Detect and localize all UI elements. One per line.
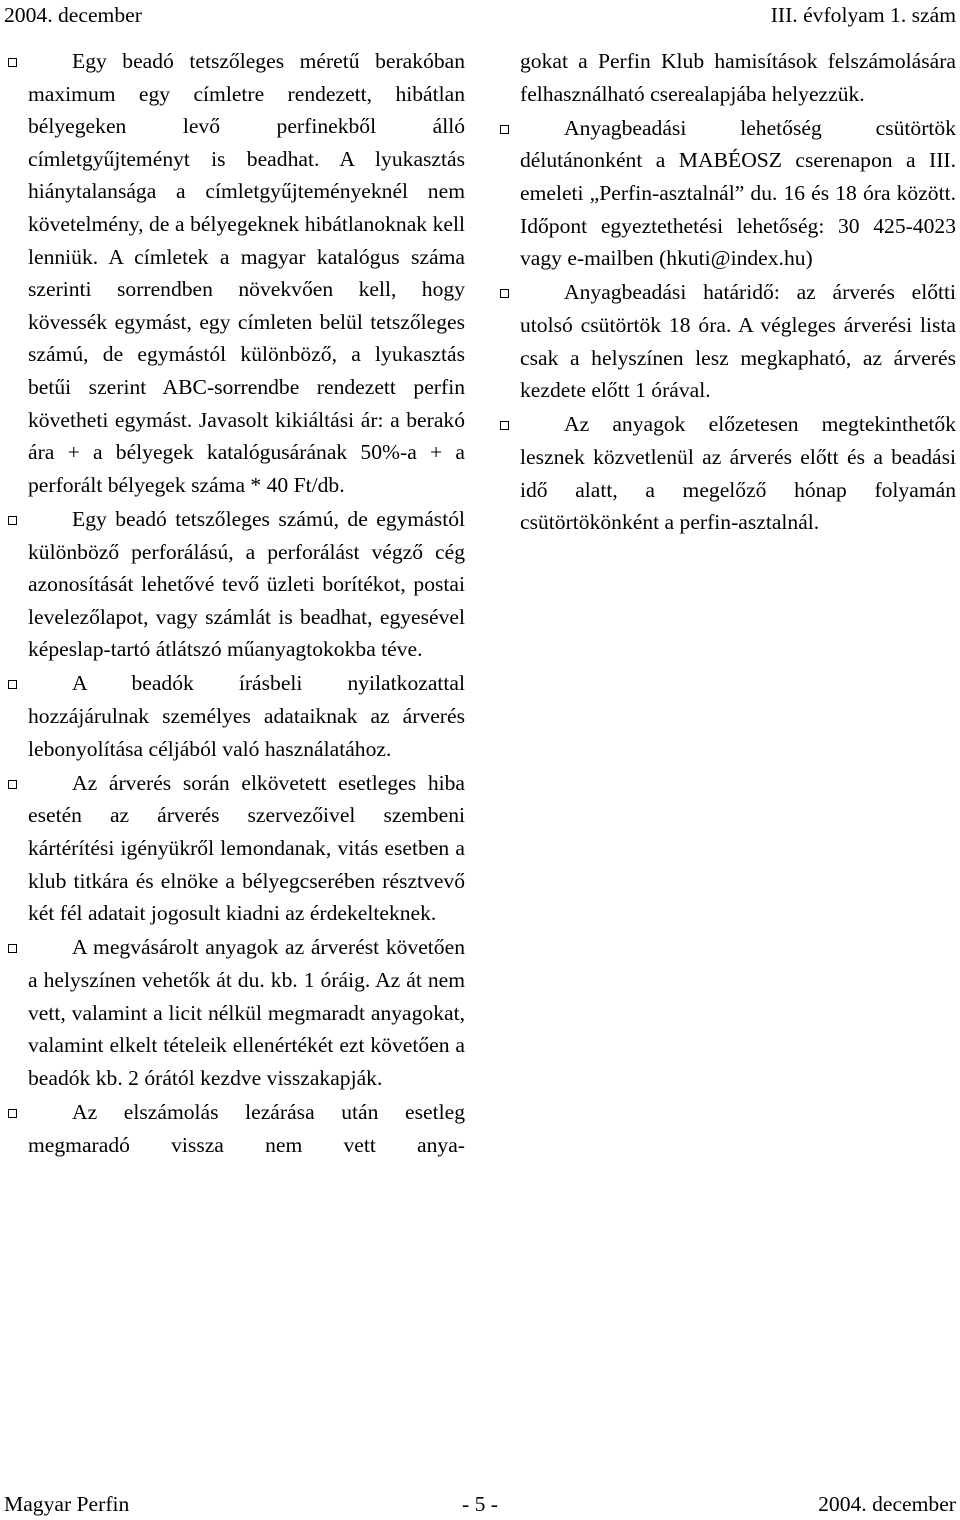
list-item (28, 667, 465, 765)
checkbox-bullet-icon (500, 421, 509, 430)
checkbox-bullet-icon (8, 944, 17, 953)
checkbox-bullet-icon (8, 1109, 17, 1118)
item-text: Az árverés során elkövetett esetleges hiba esetén az árverés szervezőivel szembeni kártérítési igényükről lemondanak, vitás esetben a klub titkára és elnöke a bélyegcserében résztvevő két fél adatait jogosult kiadni az érdekelteknek. (28, 770, 465, 926)
item-text: Anyagbeadási lehetőség csütörtök délutánonként a MABÉOSZ cserenapon a III. emeleti „Perfin-asztalnál” du. 16 és 18 óra között. Időpont egyeztethetési lehetőség: 30 425-4023 vagy e-mailben (hkuti@index.hu) (520, 115, 956, 271)
item-text: Egy beadó tetszőleges méretű berakóban maximum egy címletre rendezett, hibátlan bélyegeken levő perfinekből álló címletgyűjteményt is beadhat. A lyukasztás hiánytalansága a címletgyűjteményeknél nem követelmény, de a bélyegeknek hibátlanoknak kell lenniük. A címletek a magyar katalógus száma szerinti sorrendben növekvően kell, hogy kövessék egymást, egy címleten belül tetszőleges számú, de egymástól különböző, a lyukasztás betűi szerint ABC-sorrendbe rendezett perfin követheti egymást. Javasolt kikiáltási ár: a berakó ára + a bélyegek katalógusárának 50%-a + a perforált bélyegek száma * 40 Ft/db. (28, 49, 465, 497)
item-text: Az anyagok előzetesen megtekinthetők lesznek közvetlenül az árverés előtt és a beadási idő alatt, a megelőző hónap folyamán csütörtökönként a perfin-asztalnál. (520, 412, 956, 535)
header-date: 2004. december (4, 3, 142, 27)
list-item (28, 1096, 465, 1161)
list-item (28, 931, 465, 1094)
checkbox-bullet-icon (8, 58, 17, 67)
page-footer (4, 1488, 956, 1520)
left-column (28, 45, 465, 1163)
item-text: A beadók írásbeli nyilatkozattal hozzájárulnak személyes adataiknak az árverés lebonyolítása céljából való használatához. (28, 671, 465, 761)
header-volume: III. évfolyam 1. szám (770, 3, 956, 27)
list-item (28, 503, 465, 666)
checkbox-bullet-icon (8, 780, 17, 789)
list-item (28, 767, 465, 930)
checkbox-bullet-icon (8, 516, 17, 525)
item-text: Az elszámolás lezárása után esetleg megmaradó vissza nem vett anya- (28, 1099, 465, 1157)
checkbox-bullet-icon (8, 680, 17, 689)
checkbox-bullet-icon (500, 125, 509, 134)
checkbox-bullet-icon (500, 289, 509, 298)
list-item (520, 112, 956, 275)
item-text: Egy beadó tetszőleges számú, de egymástól különböző perforálású, a perforálást végző cég azonosítását lehetővé tevő üzleti borítékot, postai levelezőlapot, vagy számlát is beadhat, egyesével képeslap-tartó átlátszó műanyagtokokba téve. (28, 506, 465, 662)
list-item (28, 45, 465, 501)
item-text: A megvásárolt anyagok az árverést követően a helyszínen vehetők át du. kb. 1 óráig. Az át nem vett, valamint a licit nélkül megmaradt anyagokat, valamint elkelt tételeik ellenértékét ezt követően a beadók kb. 2 órától kezdve visszakapják. (28, 935, 465, 1090)
footer-date: 2004. december (818, 1492, 956, 1516)
item-text: Anyagbeadási határidő: az árverés előtti utolsó csütörtök 18 óra. A végleges árverési lista csak a helyszínen lesz megkapható, az árverés kezdete előtt 1 órával. (520, 280, 956, 403)
list-item (520, 276, 956, 406)
page-number: - 5 - (462, 1492, 498, 1516)
continued-paragraph: gokat a Perfin Klub hamisítások felszámolására felhasználható cserealapjába helyezzük. (520, 49, 956, 106)
list-item (520, 408, 956, 538)
right-column (520, 45, 956, 540)
footer-publication: Magyar Perfin (4, 1492, 130, 1516)
page-header (4, 0, 956, 30)
